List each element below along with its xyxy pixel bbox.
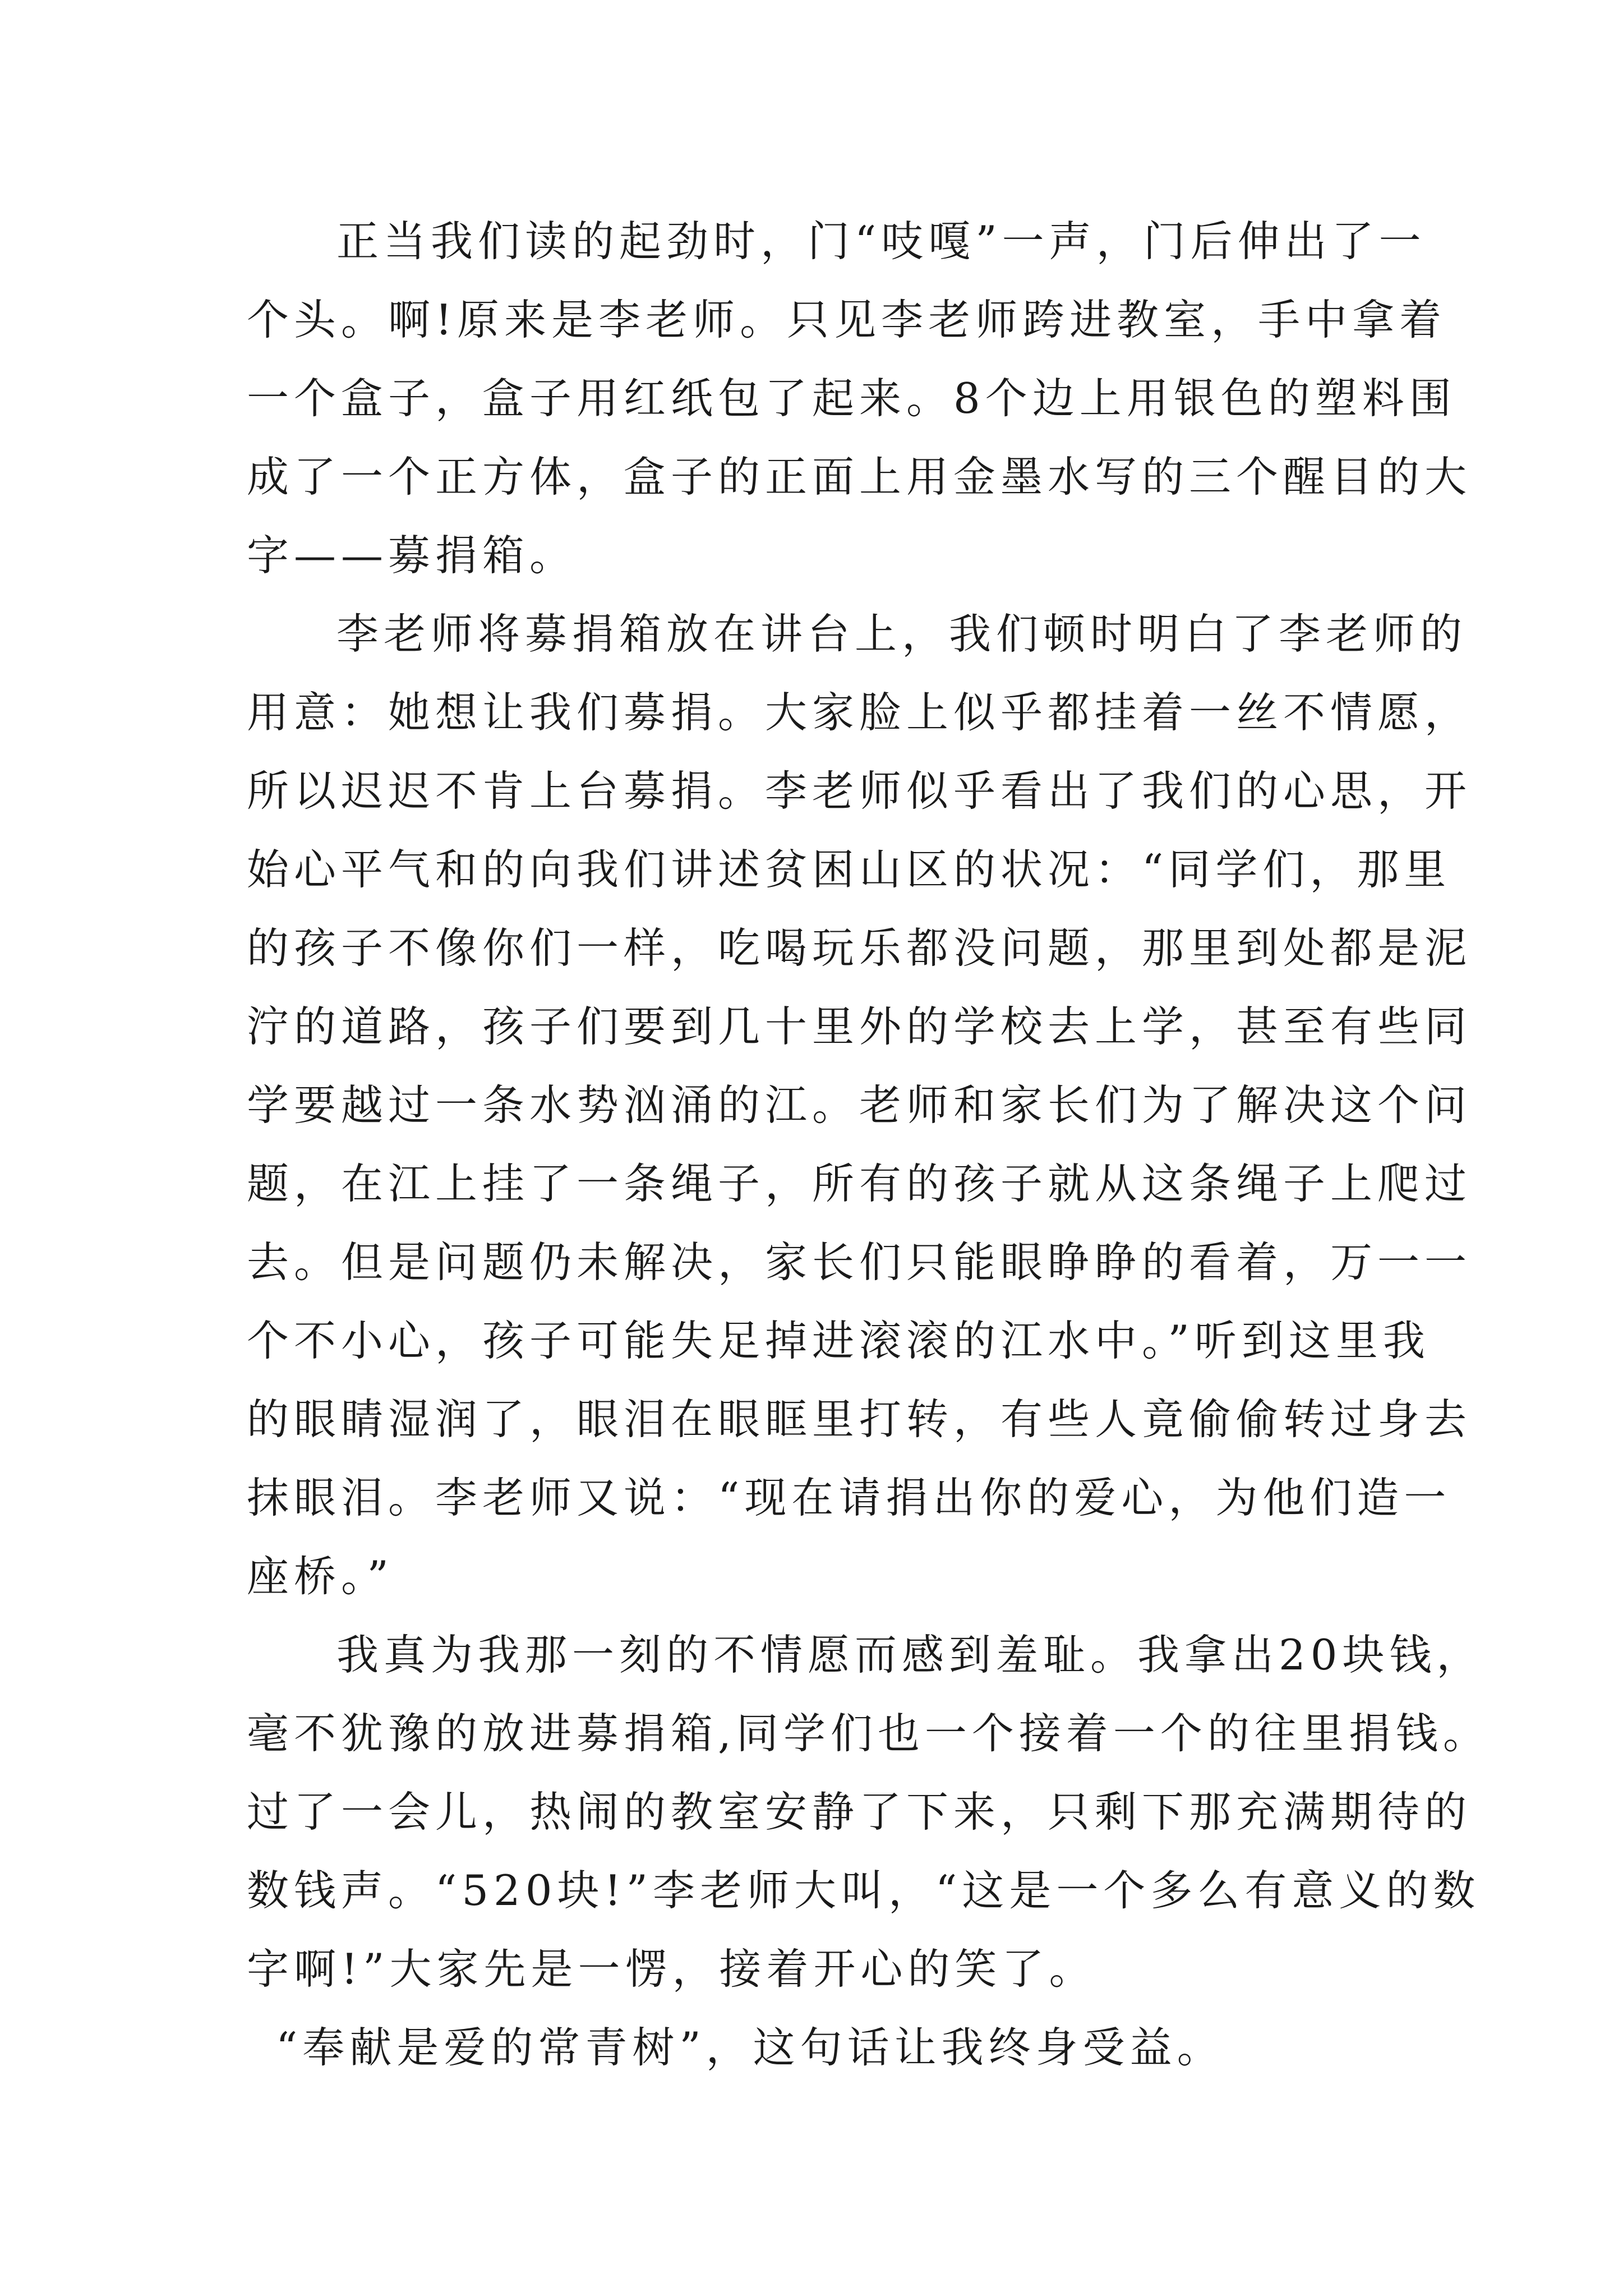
text-line: 座桥。” xyxy=(247,1552,394,1601)
text-line: 泞的道路，孩子们要到几十里外的学校去上学，甚至有些同 xyxy=(247,1002,1472,1051)
text-line: “奉献是爱的常青树”，这句话让我终身受益。 xyxy=(276,2023,1224,2072)
text-line: 的孩子不像你们一样，吃喝玩乐都没问题，那里到处都是泥 xyxy=(247,923,1472,973)
text-line: 所以迟迟不肯上台募捐。李老师似乎看出了我们的心思，开 xyxy=(247,766,1472,816)
paragraph-4 xyxy=(247,2008,1391,2087)
text-line: 毫不犹豫的放进募捐箱,同学们也一个接着一个的往里捐钱。 xyxy=(247,1709,1490,1758)
text-line: 我真为我那一刻的不情愿而感到羞耻。我拿出20块钱， xyxy=(336,1630,1484,1680)
document-body xyxy=(247,202,1490,2087)
paragraph-3 xyxy=(247,1616,1490,2008)
text-line: 一个盒子，盒子用红纸包了起来。8个边上用银色的塑料围 xyxy=(247,374,1456,423)
text-line: 用意：她想让我们募捐。大家脸上似乎都挂着一丝不情愿， xyxy=(247,688,1472,737)
text-line: 数钱声。“520块!”李老师大叫，“这是一个多么有意义的数 xyxy=(247,1866,1481,1915)
text-line: 始心平气和的向我们讲述贫困山区的状况：“同学们，那里 xyxy=(247,845,1451,894)
text-line: 字啊!”大家先是一愣，接着开心的笑了。 xyxy=(247,1944,1096,1994)
paragraph-2 xyxy=(247,595,1472,1616)
text-line: 李老师将募捐箱放在讲台上，我们顿时明白了李老师的 xyxy=(336,609,1468,659)
text-line: 字——募捐箱。 xyxy=(247,531,577,580)
text-line: 成了一个正方体，盒子的正面上用金墨水写的三个醒目的大 xyxy=(247,452,1472,501)
text-line: 题，在江上挂了一条绳子，所有的孩子就从这条绳子上爬过 xyxy=(247,1159,1472,1208)
text-line: 个头。啊!原来是李老师。只见李老师跨进教室，手中拿着 xyxy=(247,295,1447,344)
text-line: 过了一会儿，热闹的教室安静了下来，只剩下那充满期待的 xyxy=(247,1787,1472,1837)
text-line: 去。但是问题仍未解决，家长们只能眼睁睁的看着，万一一 xyxy=(247,1237,1472,1287)
paragraph-1 xyxy=(247,202,1472,595)
text-line: 个不小心，孩子可能失足掉进滚滚的江水中。”听到这里我 xyxy=(247,1316,1430,1365)
text-line: 的眼睛湿润了，眼泪在眼眶里打转，有些人竟偷偷转过身去 xyxy=(247,1395,1472,1444)
text-line: 学要越过一条水势汹涌的江。老师和家长们为了解决这个问 xyxy=(247,1080,1472,1130)
text-line: 正当我们读的起劲时，门“吱嘎”一声，门后伸出了一 xyxy=(336,217,1426,266)
text-line: 抹眼泪。李老师又说：“现在请捐出你的爱心，为他们造一 xyxy=(247,1473,1451,1522)
